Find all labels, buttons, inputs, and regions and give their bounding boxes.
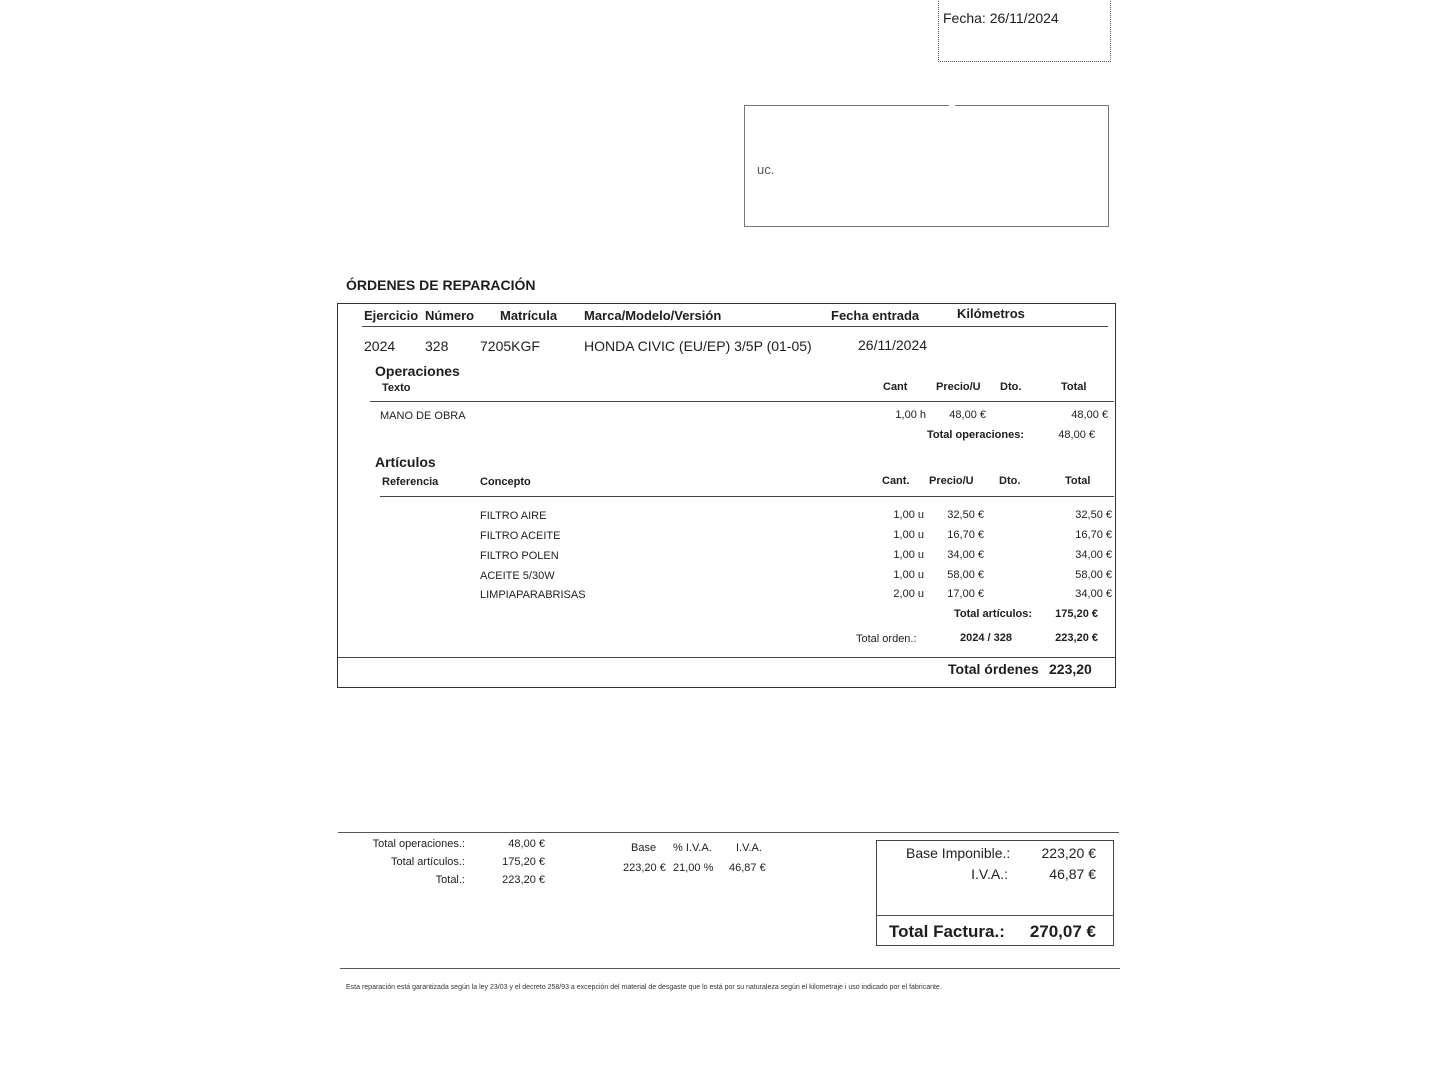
op-total-value: 48,00 €: [1058, 429, 1095, 441]
client-box: [744, 105, 1109, 227]
art-col-cant: Cant.: [882, 475, 910, 487]
iva-value: 46,87 €: [1049, 866, 1096, 882]
row-ejercicio: 2024: [364, 338, 396, 354]
row-fecha-entrada: 26/11/2024: [858, 337, 928, 353]
art-item-total: 58,00 €: [1075, 569, 1112, 581]
orders-title: ÓRDENES DE REPARACIÓN: [346, 277, 536, 293]
art-item-concepto: LIMPIAPARABRISAS: [480, 589, 586, 601]
summary-value: 223,20 €: [502, 874, 545, 886]
art-item-cant: 1,00 u: [893, 549, 924, 561]
art-col-concepto: Concepto: [480, 476, 531, 488]
op-col-dto: Dto.: [1000, 381, 1022, 393]
total-ordenes-label: Total órdenes: [948, 661, 1039, 677]
art-item-precio: 58,00 €: [947, 569, 984, 581]
base-imponible-label: Base Imponible.:: [906, 845, 1011, 861]
col-ejercicio: Ejercicio: [364, 308, 419, 323]
header-rule: [362, 326, 1108, 327]
row-numero: 328: [425, 338, 449, 354]
col-matricula: Matrícula: [500, 308, 558, 323]
articulos-rule: [380, 496, 1114, 497]
op-item-precio: 48,00 €: [949, 409, 986, 421]
total-factura-value: 270,07 €: [1029, 922, 1096, 941]
operaciones-rule: [370, 401, 1114, 402]
art-item-total: 34,00 €: [1075, 588, 1112, 600]
summary-label: Total operaciones.:: [372, 838, 465, 850]
total-orden-value: 223,20 €: [1055, 632, 1098, 644]
footer-rule: [340, 968, 1120, 969]
summary-value: 48,00 €: [508, 838, 545, 850]
art-item-concepto: FILTRO AIRE: [480, 510, 547, 522]
art-item-concepto: ACEITE 5/30W: [480, 570, 555, 582]
art-item-concepto: FILTRO POLEN: [480, 550, 559, 562]
art-item-precio: 17,00 €: [947, 588, 984, 600]
op-col-cant: Cant: [883, 381, 908, 393]
col-kilometros: Kilómetros: [957, 306, 1025, 321]
art-item-cant: 1,00 u: [893, 509, 924, 521]
summary-label: Total.:: [435, 874, 465, 886]
totals-divider: [876, 915, 1114, 916]
summary-value: 175,20 €: [502, 856, 545, 868]
art-total-label: Total artículos:: [954, 608, 1033, 620]
client-mark: uc.: [757, 162, 775, 177]
art-item-precio: 32,50 €: [947, 509, 984, 521]
total-ordenes-value: 223,20: [1049, 661, 1092, 677]
iva-col-iva: I.V.A.: [736, 842, 762, 854]
art-item-concepto: FILTRO ACEITE: [480, 530, 561, 542]
art-item-precio: 34,00 €: [947, 549, 984, 561]
base-imponible-value: 223,20 €: [1041, 845, 1096, 861]
row-vehiculo: HONDA CIVIC (EU/EP) 3/5P (01-05): [584, 338, 812, 354]
iva-base-value: 223,20 €: [623, 862, 666, 874]
art-col-referencia: Referencia: [382, 476, 439, 488]
art-item-total: 16,70 €: [1075, 529, 1112, 541]
iva-amount-value: 46,87 €: [729, 862, 766, 874]
art-col-dto: Dto.: [999, 475, 1021, 487]
row-matricula: 7205KGF: [480, 338, 540, 354]
art-col-precio: Precio/U: [929, 475, 974, 487]
art-col-total: Total: [1065, 475, 1091, 487]
art-item-cant: 1,00 u: [893, 569, 924, 581]
operaciones-title: Operaciones: [375, 363, 460, 379]
art-item-cant: 1,00 u: [893, 529, 924, 541]
op-item-texto: MANO DE OBRA: [380, 410, 466, 422]
col-numero: Número: [425, 308, 475, 323]
op-col-texto: Texto: [382, 382, 411, 394]
op-col-total: Total: [1061, 381, 1087, 393]
art-item-precio: 16,70 €: [947, 529, 984, 541]
total-factura-label: Total Factura.:: [889, 922, 1005, 941]
summary-top-rule: [338, 832, 1119, 833]
art-item-cant: 2,00 u: [893, 588, 924, 600]
op-item-total: 48,00 €: [1071, 409, 1108, 421]
op-col-precio: Precio/U: [936, 381, 981, 393]
art-item-total: 34,00 €: [1075, 549, 1112, 561]
iva-col-base: Base: [631, 842, 657, 854]
iva-col-pct: % I.V.A.: [673, 842, 712, 854]
art-item-total: 32,50 €: [1075, 509, 1112, 521]
total-orden-ref: 2024 / 328: [960, 632, 1012, 644]
op-item-cant: 1,00 h: [895, 409, 926, 421]
footer-note: Esta reparación está garantizada según la ley 23/03 y el decreto 258/93 a excepción del material de desgaste que lo está por su naturaleza según el kilometraje i uso indicado por el fabricante.: [346, 984, 942, 991]
col-vehiculo: Marca/Modelo/Versión: [584, 308, 722, 323]
col-fecha-entrada: Fecha entrada: [831, 308, 920, 323]
op-total-label: Total operaciones:: [927, 429, 1024, 441]
total-orden-label: Total orden.:: [856, 633, 917, 645]
total-ordenes-rule: [338, 657, 1115, 658]
summary-label: Total artículos.:: [391, 856, 465, 868]
articulos-title: Artículos: [375, 454, 436, 470]
invoice-date: Fecha: 26/11/2024: [943, 10, 1059, 26]
iva-label: I.V.A.:: [971, 866, 1008, 882]
art-total-value: 175,20 €: [1055, 608, 1098, 620]
iva-pct-value: 21,00 %: [673, 862, 714, 874]
